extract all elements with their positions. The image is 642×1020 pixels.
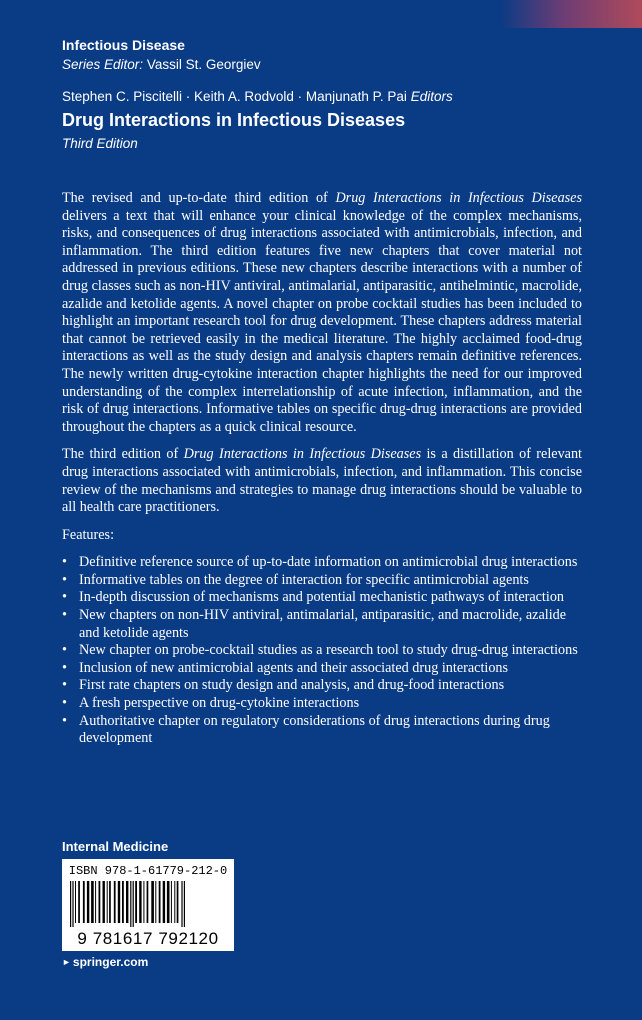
paragraph-1-book-title: Drug Interactions in Infectious Diseases xyxy=(335,190,582,206)
barcode-bar xyxy=(109,881,111,923)
features-section xyxy=(62,527,582,748)
series-editor-name: Vassil St. Georgiev xyxy=(146,57,261,72)
barcode-bar xyxy=(177,881,179,923)
feature-text: Inclusion of new antimicrobial agents and their associated drug interactions xyxy=(79,659,509,676)
description-paragraph-1 xyxy=(62,190,582,436)
barcode-bars xyxy=(68,881,228,927)
series-editor xyxy=(62,55,261,74)
bullet-icon: • xyxy=(62,607,67,624)
arrow-right-icon: ► xyxy=(62,957,71,967)
editor-names: Stephen C. Piscitelli · Keith A. Rodvold · Manjunath P. Pai xyxy=(62,89,407,104)
barcode-bar xyxy=(107,881,108,923)
barcode-bar xyxy=(78,881,80,923)
feature-text: Definitive reference source of up-to-date information on antimicrobial drug interactions xyxy=(79,554,578,571)
feature-text: Authoritative chapter on regulatory considerations of drug interactions during drug development xyxy=(79,712,550,747)
feature-item xyxy=(62,695,582,713)
series-title: Infectious Disease xyxy=(62,37,185,53)
bullet-icon: • xyxy=(62,554,67,571)
barcode-bar xyxy=(87,881,89,923)
book-edition: Third Edition xyxy=(62,136,138,151)
paragraph-2-start: The third edition of xyxy=(62,446,184,463)
description-text xyxy=(62,190,582,748)
barcode-bar xyxy=(114,881,116,923)
barcode-bar xyxy=(118,881,120,923)
features-list xyxy=(62,554,582,748)
barcode-bar xyxy=(167,881,170,923)
feature-item xyxy=(62,554,582,572)
barcode-bar xyxy=(130,881,131,927)
feature-text: Informative tables on the degree of interaction for specific antimicrobial agents xyxy=(79,571,529,588)
series-editor-label: Series Editor: xyxy=(62,57,144,72)
feature-text: In-depth discussion of mechanisms and potential mechanistic pathways of interaction xyxy=(79,589,565,606)
editors-role: Editors xyxy=(410,89,453,104)
book-title: Drug Interactions in Infectious Diseases xyxy=(62,110,406,130)
bullet-icon: • xyxy=(62,695,67,712)
barcode-bar xyxy=(155,881,156,923)
feature-item xyxy=(62,589,582,607)
barcode-bar xyxy=(171,881,172,923)
barcode-bar xyxy=(91,881,94,923)
bullet-icon: • xyxy=(62,642,67,659)
barcode-bar xyxy=(103,881,105,923)
barcode-bar xyxy=(159,881,161,923)
barcode-bar xyxy=(143,881,144,923)
feature-text: A fresh perspective on drug-cytokine interactions xyxy=(79,695,360,712)
feature-text: New chapter on probe-cocktail studies as a research tool to study drug-drug interactions xyxy=(79,642,578,659)
paragraph-1-start: The revised and up-to-date third edition of xyxy=(62,190,336,206)
paragraph-2-book-title: Drug Interactions in Infectious Diseases xyxy=(183,446,422,463)
bullet-icon: • xyxy=(62,589,67,606)
barcode-bar xyxy=(174,881,175,923)
features-label: Features: xyxy=(62,526,115,543)
barcode-bar xyxy=(139,881,141,923)
barcode-bar xyxy=(147,881,149,923)
barcode-bar xyxy=(75,881,76,923)
publisher-link[interactable] xyxy=(62,955,148,969)
feature-item xyxy=(62,642,582,660)
bullet-icon: • xyxy=(62,712,67,729)
barcode-bar xyxy=(72,881,73,927)
feature-item xyxy=(62,660,582,678)
barcode-bar xyxy=(126,881,128,923)
isbn-barcode xyxy=(62,859,234,951)
barcode-bar xyxy=(163,881,165,923)
bullet-icon: • xyxy=(62,677,67,694)
barcode-bar xyxy=(122,881,124,923)
description-paragraph-2 xyxy=(62,446,582,516)
imprint-label: Internal Medicine xyxy=(62,839,169,854)
editors-line xyxy=(62,89,453,104)
barcode-bar xyxy=(181,881,182,927)
barcode-bar xyxy=(95,881,96,923)
barcode-bar xyxy=(83,881,85,923)
barcode-digits: 9 781617 792120 xyxy=(77,929,219,948)
publisher-url: springer.com xyxy=(72,955,149,969)
feature-item xyxy=(62,572,582,590)
feature-text: New chapters on non-HIV antiviral, antimalarial, antiparasitic, and macrolide, azalide and ketolide agents xyxy=(79,607,567,641)
barcode-bar xyxy=(151,881,154,923)
paragraph-2-rest: is a distillation of relevant drug interactions associated with antimicrobials, infection, and inflammation. This concise review of the mechanisms and strategies to manage drug interactions should be valuable to all health care practitioners. xyxy=(62,446,582,516)
barcode-bar xyxy=(135,881,137,923)
barcode-bar xyxy=(99,881,101,923)
corner-color-accent xyxy=(500,0,642,28)
feature-item xyxy=(62,677,582,695)
barcode-bar xyxy=(184,881,185,927)
paragraph-1-rest: delivers a text that will enhance your clinical knowledge of the complex mechanisms, risks, and consequences of drug interactions associated with antimicrobials, infection, and inflammation. The third edition features five new chapters that cover material not addressed in previous editions. These new chapters describe interactions with a number of drug classes such as non-HIV antiviral, antimalarial, antiparasitic, antihelmintic, macrolide, azalide and ketolide agents. A novel chapter on probe cocktail studies has been included to highlight an important research tool for drug development. These chapters address material that cannot be retrieved easily in the medical literature. The highly acclaimed food-drug interactions as well as the study design and analysis chapters remain definitive references. The newly written drug-cytokine interaction chapter highlights the need for our improved understanding of the complex interrelationship of acute infection, inflammation, and the risk of drug interactions. Informative tables on specific drug-drug interactions are provided throughout the chapters as a quick clinical resource. xyxy=(62,207,582,435)
bullet-icon: • xyxy=(62,659,67,676)
feature-item xyxy=(62,607,582,642)
feature-item xyxy=(62,713,582,748)
barcode-bar xyxy=(133,881,134,927)
feature-text: First rate chapters on study design and analysis, and drug-food interactions xyxy=(79,677,505,694)
barcode-bar xyxy=(70,881,71,927)
bullet-icon: • xyxy=(62,571,67,588)
series-block xyxy=(62,36,261,74)
isbn-text: ISBN 978-1-61779-212-0 xyxy=(68,864,228,878)
